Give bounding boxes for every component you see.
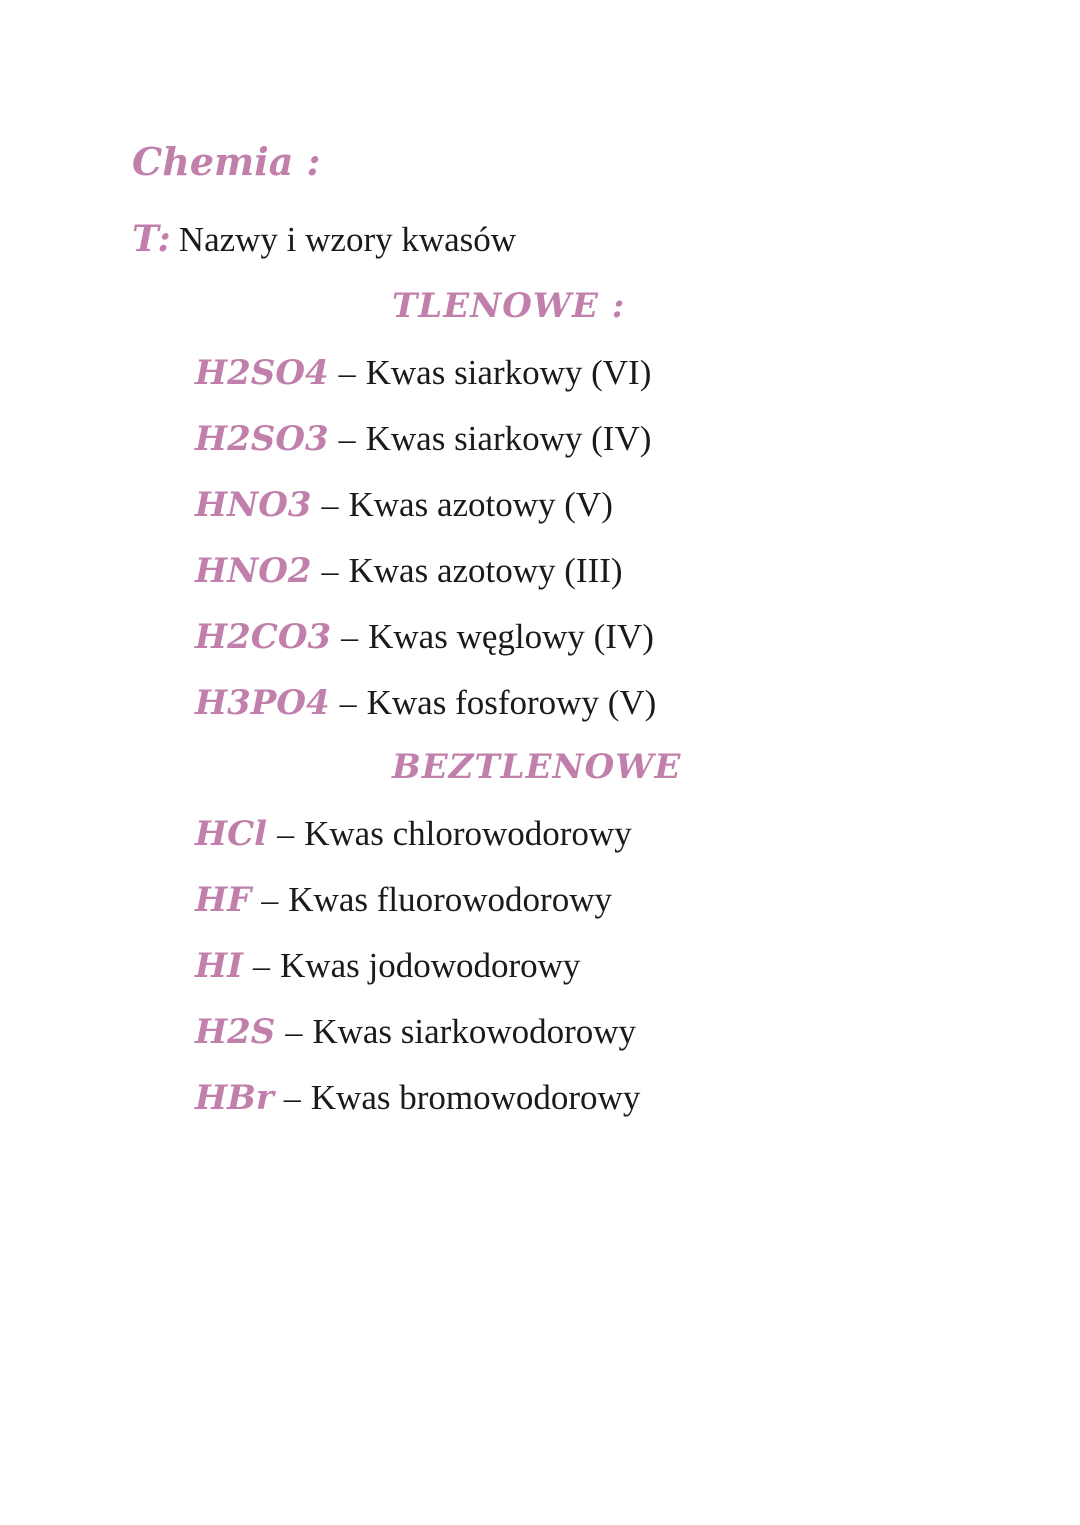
list-item xyxy=(195,877,612,930)
acid-formula: H2SO4 xyxy=(195,353,329,393)
acid-name: Kwas siarkowodorowy xyxy=(312,1012,637,1051)
acid-name: Kwas siarkowy (VI) xyxy=(365,353,652,392)
acid-formula: H2S xyxy=(195,1012,276,1052)
acid-name: Kwas bromowodorowy xyxy=(310,1078,641,1117)
list-item xyxy=(195,1009,636,1062)
separator: – xyxy=(253,948,271,985)
separator: – xyxy=(338,421,356,458)
separator: – xyxy=(321,553,339,590)
separator: – xyxy=(261,882,279,919)
page-title: Chemia : xyxy=(132,139,321,184)
acid-formula: H2CO3 xyxy=(195,617,332,657)
separator: – xyxy=(338,355,356,392)
section-heading-tlenowe: TLENOWE : xyxy=(392,286,626,326)
acid-formula: HNO2 xyxy=(195,551,312,591)
list-item xyxy=(195,416,651,469)
separator: – xyxy=(285,1014,303,1051)
acid-name: Kwas azotowy (III) xyxy=(348,551,623,590)
list-item xyxy=(195,1075,640,1128)
list-item xyxy=(195,680,656,733)
acid-name: Kwas chlorowodorowy xyxy=(304,814,632,853)
topic-text: Nazwy i wzory kwasów xyxy=(178,220,517,259)
list-item xyxy=(195,811,632,864)
list-item xyxy=(195,943,580,996)
acid-name: Kwas węglowy (IV) xyxy=(368,617,654,656)
acid-formula: HF xyxy=(195,880,252,920)
acid-name: Kwas siarkowy (IV) xyxy=(365,419,652,458)
acid-formula: HBr xyxy=(195,1078,274,1118)
separator: – xyxy=(283,1080,301,1117)
section-heading-beztlenowe: BEZTLENOWE xyxy=(392,747,682,787)
acid-formula: HI xyxy=(195,946,244,986)
acid-formula: H3PO4 xyxy=(195,683,330,723)
acid-name: Kwas fosforowy (V) xyxy=(366,683,657,722)
list-item xyxy=(195,350,651,403)
acid-formula: HNO3 xyxy=(195,485,312,525)
separator: – xyxy=(339,685,357,722)
separator: – xyxy=(277,816,295,853)
topic-label: T: xyxy=(132,218,171,260)
acid-name: Kwas fluorowodorowy xyxy=(288,880,612,919)
separator: – xyxy=(341,619,359,656)
list-item xyxy=(195,548,623,601)
list-item xyxy=(195,614,654,667)
separator: – xyxy=(321,487,339,524)
acid-formula: H2SO3 xyxy=(195,419,329,459)
topic-line xyxy=(132,216,516,270)
list-item xyxy=(195,482,613,535)
acid-formula: HCl xyxy=(195,814,268,854)
acid-name: Kwas azotowy (V) xyxy=(348,485,613,524)
acid-name: Kwas jodowodorowy xyxy=(280,946,581,985)
